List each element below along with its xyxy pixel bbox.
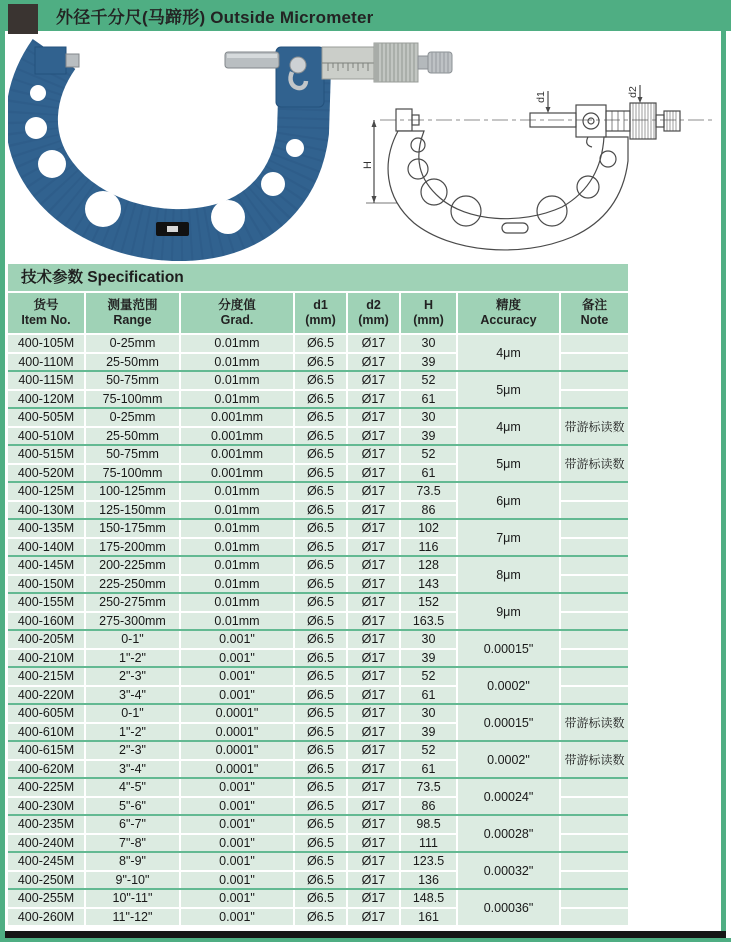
cell-grad: 0.001" [181,687,293,704]
cell-grad: 0.0001" [181,742,293,759]
cell-d2: Ø17 [348,761,399,778]
cell-note [561,853,628,870]
column-header [401,293,456,333]
thimble [374,43,418,82]
cell-item: 400-110M [8,354,84,371]
cell-note [561,909,628,926]
cell-grad: 0.01mm [181,539,293,556]
cell-d1: Ø6.5 [295,372,346,389]
cell-d1: Ø6.5 [295,724,346,741]
cell-d2: Ø17 [348,909,399,926]
cell-grad: 0.0001" [181,724,293,741]
dimension-label-h: H [362,161,374,169]
cell-item: 400-610M [8,724,84,741]
cell-d1: Ø6.5 [295,798,346,815]
cell-grad: 0.01mm [181,354,293,371]
cell-range: 3"-4" [86,687,179,704]
column-header-zh: 备注 [581,298,607,312]
cell-h: 161 [401,909,456,926]
row-group [8,446,628,483]
cell-item: 400-225M [8,779,84,796]
cell-note [561,354,628,371]
cell-d1: Ø6.5 [295,779,346,796]
cell-d2: Ø17 [348,613,399,630]
cell-range: 0-1" [86,631,179,648]
cell-accuracy: 7μm [458,520,559,555]
row-group [8,557,628,594]
cell-d2: Ø17 [348,465,399,482]
cell-h: 30 [401,705,456,722]
cell-accuracy: 9μm [458,594,559,629]
cell-note [561,890,628,907]
cell-note [561,539,628,556]
table-body [8,335,628,925]
cell-item: 400-210M [8,650,84,667]
cell-d2: Ø17 [348,668,399,685]
cell-accuracy: 0.0002" [458,742,559,777]
cell-d1: Ø6.5 [295,613,346,630]
cell-h: 123.5 [401,853,456,870]
cell-item: 400-505M [8,409,84,426]
cell-range: 8"-9" [86,853,179,870]
cell-note [561,483,628,500]
cell-d2: Ø17 [348,650,399,667]
cell-note [561,372,628,389]
cell-note [561,613,628,630]
cell-d1: Ø6.5 [295,761,346,778]
cell-accuracy: 0.00024" [458,779,559,814]
cell-note: 带游标读数 [561,409,628,444]
cell-note [561,391,628,408]
cell-accuracy: 0.00015" [458,705,559,740]
dimension-label-d1: d1 [535,91,547,103]
column-header-en: (mm) [413,313,444,327]
cell-grad: 0.001" [181,668,293,685]
cell-d1: Ø6.5 [295,687,346,704]
cell-range: 2"-3" [86,668,179,685]
cell-item: 400-115M [8,372,84,389]
cell-range: 11"-12" [86,909,179,926]
column-header-zh: d2 [366,298,381,312]
cell-d2: Ø17 [348,890,399,907]
cell-range: 25-50mm [86,428,179,445]
cell-h: 128 [401,557,456,574]
cell-range: 10"-11" [86,890,179,907]
cell-item: 400-520M [8,465,84,482]
cell-item: 400-235M [8,816,84,833]
cell-accuracy: 0.00032" [458,853,559,888]
cell-note [561,798,628,815]
cell-range: 3"-4" [86,761,179,778]
bottom-bar [5,931,726,938]
cell-d1: Ø6.5 [295,391,346,408]
cell-d2: Ø17 [348,446,399,463]
column-header [295,293,346,333]
cell-grad: 0.001" [181,650,293,667]
lock-lever [290,57,306,73]
cell-d1: Ø6.5 [295,890,346,907]
table-header-row [8,293,628,333]
cell-range: 6"-7" [86,816,179,833]
cell-d1: Ø6.5 [295,872,346,889]
cell-item: 400-230M [8,798,84,815]
cell-accuracy: 4μm [458,409,559,444]
cell-item: 400-155M [8,594,84,611]
cell-d1: Ø6.5 [295,335,346,352]
cell-d1: Ø6.5 [295,483,346,500]
cell-h: 136 [401,872,456,889]
column-header-zh: 测量范围 [107,298,158,312]
column-header-zh: 精度 [495,298,521,312]
cell-h: 52 [401,668,456,685]
bottom-page-border [0,938,731,942]
cell-note [561,687,628,704]
cell-grad: 0.001mm [181,428,293,445]
cell-grad: 0.001" [181,909,293,926]
cell-accuracy: 5μm [458,372,559,407]
page-title: 外径千分尺(马蹄形) Outside Micrometer [56,8,374,27]
cell-item: 400-150M [8,576,84,593]
cell-h: 61 [401,391,456,408]
cell-grad: 0.01mm [181,557,293,574]
cell-note: 带游标读数 [561,742,628,777]
cell-h: 163.5 [401,613,456,630]
cell-grad: 0.001mm [181,446,293,463]
cell-grad: 0.001" [181,798,293,815]
cell-grad: 0.001" [181,816,293,833]
cell-d1: Ø6.5 [295,650,346,667]
cell-item: 400-130M [8,502,84,519]
column-header-zh: 货号 [33,298,59,312]
column-header-zh: d1 [313,298,328,312]
cell-h: 52 [401,742,456,759]
cell-accuracy: 5μm [458,446,559,481]
cell-note [561,594,628,611]
cell-accuracy: 0.00028" [458,816,559,851]
cell-accuracy: 0.0002" [458,668,559,703]
cell-d2: Ø17 [348,724,399,741]
cell-item: 400-145M [8,557,84,574]
cell-h: 39 [401,724,456,741]
column-header-en: (mm) [305,313,336,327]
cell-range: 50-75mm [86,446,179,463]
cell-d1: Ø6.5 [295,446,346,463]
column-header-en: Grad. [220,313,254,327]
frame-lock-block [276,47,324,107]
cell-grad: 0.001" [181,872,293,889]
row-group [8,853,628,890]
cell-h: 30 [401,335,456,352]
column-header [181,293,293,333]
cell-item: 400-240M [8,835,84,852]
cell-grad: 0.01mm [181,372,293,389]
cell-h: 73.5 [401,779,456,796]
cell-grad: 0.0001" [181,705,293,722]
cell-item: 400-160M [8,613,84,630]
title-bar [0,0,731,31]
cell-grad: 0.001mm [181,465,293,482]
cell-d2: Ø17 [348,539,399,556]
cell-h: 116 [401,539,456,556]
cell-accuracy: 4μm [458,335,559,370]
cell-d2: Ø17 [348,742,399,759]
cell-d1: Ø6.5 [295,668,346,685]
cell-range: 1"-2" [86,650,179,667]
cell-d1: Ø6.5 [295,816,346,833]
cell-accuracy: 8μm [458,557,559,592]
cell-grad: 0.001" [181,779,293,796]
cell-item: 400-620M [8,761,84,778]
cell-h: 52 [401,446,456,463]
cell-d1: Ø6.5 [295,853,346,870]
product-photo [8,36,460,261]
cell-d1: Ø6.5 [295,520,346,537]
cell-d2: Ø17 [348,483,399,500]
cell-d1: Ø6.5 [295,909,346,926]
column-header-en: Accuracy [480,313,537,327]
cell-note [561,779,628,796]
column-header-en: (mm) [358,313,389,327]
cell-grad: 0.01mm [181,613,293,630]
cell-item: 400-250M [8,872,84,889]
row-group [8,816,628,853]
row-group [8,742,628,779]
section-title: 技术参数 Specification [8,264,628,291]
cell-item: 400-215M [8,668,84,685]
cell-d1: Ø6.5 [295,557,346,574]
cell-h: 152 [401,594,456,611]
cell-note [561,631,628,648]
cell-range: 175-200mm [86,539,179,556]
cell-d2: Ø17 [348,557,399,574]
cell-range: 25-50mm [86,354,179,371]
cell-range: 9"-10" [86,872,179,889]
column-header-zh: H [423,298,434,312]
cell-d1: Ø6.5 [295,835,346,852]
cell-d2: Ø17 [348,428,399,445]
cell-d2: Ø17 [348,779,399,796]
cell-note [561,335,628,352]
cell-d2: Ø17 [348,631,399,648]
cell-h: 111 [401,835,456,852]
cell-note [561,557,628,574]
cell-d2: Ø17 [348,520,399,537]
cell-d2: Ø17 [348,853,399,870]
cell-item: 400-140M [8,539,84,556]
cell-d1: Ø6.5 [295,502,346,519]
cell-note [561,502,628,519]
cell-range: 4"-5" [86,779,179,796]
cell-range: 275-300mm [86,613,179,630]
cell-item: 400-515M [8,446,84,463]
row-group [8,668,628,705]
cell-d1: Ø6.5 [295,539,346,556]
cell-d1: Ø6.5 [295,409,346,426]
cell-d2: Ø17 [348,409,399,426]
cell-grad: 0.01mm [181,502,293,519]
row-group [8,520,628,557]
cell-range: 150-175mm [86,520,179,537]
row-group [8,890,628,925]
cell-range: 75-100mm [86,465,179,482]
title-accent-square [8,4,38,34]
column-header [86,293,179,333]
cell-h: 86 [401,798,456,815]
cell-range: 0-1" [86,705,179,722]
cell-d1: Ø6.5 [295,354,346,371]
cell-grad: 0.001mm [181,409,293,426]
cell-range: 7"-8" [86,835,179,852]
cell-d2: Ø17 [348,872,399,889]
cell-h: 30 [401,409,456,426]
cell-h: 39 [401,428,456,445]
cell-item: 400-245M [8,853,84,870]
left-page-border [0,31,5,942]
cell-d2: Ø17 [348,816,399,833]
cell-item: 400-260M [8,909,84,926]
cell-grad: 0.001" [181,631,293,648]
cell-d2: Ø17 [348,502,399,519]
row-group [8,631,628,668]
cell-h: 61 [401,687,456,704]
cell-note: 带游标读数 [561,446,628,481]
row-group [8,483,628,520]
cell-item: 400-205M [8,631,84,648]
cell-range: 5"-6" [86,798,179,815]
cell-range: 0-25mm [86,409,179,426]
cell-h: 102 [401,520,456,537]
column-header-en: Item No. [21,313,71,327]
cell-h: 39 [401,354,456,371]
cell-d2: Ø17 [348,372,399,389]
cell-grad: 0.001" [181,890,293,907]
cell-h: 98.5 [401,816,456,833]
cell-h: 86 [401,502,456,519]
cell-accuracy: 6μm [458,483,559,518]
row-group [8,705,628,742]
cell-grad: 0.0001" [181,761,293,778]
cell-range: 200-225mm [86,557,179,574]
column-header [348,293,399,333]
row-group [8,594,628,631]
cell-range: 125-150mm [86,502,179,519]
cell-range: 250-275mm [86,594,179,611]
column-header [458,293,559,333]
cell-h: 73.5 [401,483,456,500]
cell-h: 52 [401,372,456,389]
anvil [35,47,66,74]
row-group [8,409,628,446]
cell-d2: Ø17 [348,798,399,815]
cell-item: 400-120M [8,391,84,408]
column-header [561,293,628,333]
spec-table [8,293,628,925]
cell-item: 400-135M [8,520,84,537]
cell-d1: Ø6.5 [295,631,346,648]
column-header-en: Note [580,313,609,327]
row-group [8,372,628,409]
cell-item: 400-220M [8,687,84,704]
cell-grad: 0.001" [181,835,293,852]
cell-item: 400-605M [8,705,84,722]
cell-h: 61 [401,761,456,778]
cell-note [561,668,628,685]
cell-grad: 0.01mm [181,594,293,611]
cell-h: 39 [401,650,456,667]
cell-d2: Ø17 [348,391,399,408]
cell-h: 143 [401,576,456,593]
cell-d2: Ø17 [348,835,399,852]
cell-note [561,650,628,667]
cell-note [561,576,628,593]
cell-note [561,816,628,833]
cell-accuracy: 0.00036" [458,890,559,925]
cell-d1: Ø6.5 [295,705,346,722]
cell-h: 148.5 [401,890,456,907]
cell-d1: Ø6.5 [295,594,346,611]
frame [32,54,305,235]
cell-grad: 0.001" [181,853,293,870]
cell-d2: Ø17 [348,687,399,704]
cell-item: 400-105M [8,335,84,352]
cell-d2: Ø17 [348,576,399,593]
cell-range: 2"-3" [86,742,179,759]
cell-range: 225-250mm [86,576,179,593]
dimension-label-d2: d2 [627,86,639,98]
cell-item: 400-510M [8,428,84,445]
cell-grad: 0.01mm [181,391,293,408]
cell-item: 400-255M [8,890,84,907]
cell-range: 1"-2" [86,724,179,741]
cell-d2: Ø17 [348,594,399,611]
cell-grad: 0.01mm [181,483,293,500]
column-header [8,293,84,333]
cell-range: 50-75mm [86,372,179,389]
row-group [8,335,628,372]
cell-grad: 0.01mm [181,335,293,352]
column-header-zh: 分度值 [218,298,256,312]
cell-d1: Ø6.5 [295,465,346,482]
cell-d1: Ø6.5 [295,428,346,445]
cell-note [561,835,628,852]
cell-range: 0-25mm [86,335,179,352]
cell-h: 30 [401,631,456,648]
cell-range: 100-125mm [86,483,179,500]
cell-d1: Ø6.5 [295,742,346,759]
cell-d2: Ø17 [348,705,399,722]
cell-note [561,520,628,537]
cell-d1: Ø6.5 [295,576,346,593]
cell-grad: 0.01mm [181,520,293,537]
cell-grad: 0.01mm [181,576,293,593]
cell-d2: Ø17 [348,354,399,371]
row-group [8,779,628,816]
cell-h: 61 [401,465,456,482]
cell-item: 400-125M [8,483,84,500]
cell-note [561,872,628,889]
column-header-en: Range [113,313,152,327]
cell-range: 75-100mm [86,391,179,408]
cell-item: 400-615M [8,742,84,759]
cell-note: 带游标读数 [561,705,628,740]
cell-d2: Ø17 [348,335,399,352]
cell-accuracy: 0.00015" [458,631,559,666]
